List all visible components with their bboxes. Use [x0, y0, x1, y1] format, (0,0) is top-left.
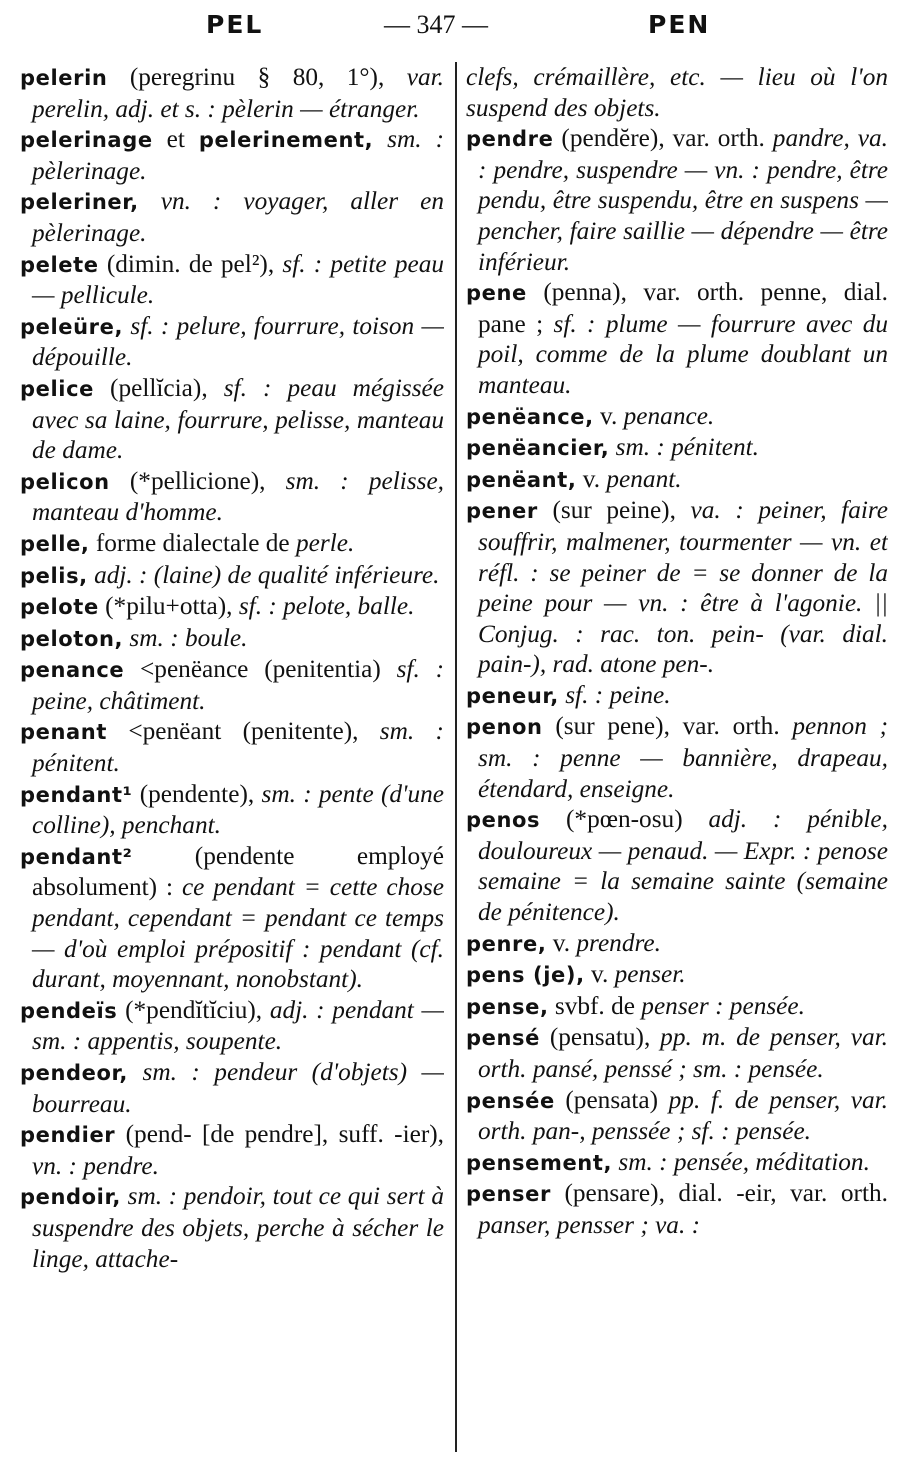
entry-headword: penëancier, [466, 436, 610, 461]
dictionary-entry [466, 959, 888, 991]
entry-etymology: forme dialectale de [89, 528, 296, 557]
entry-definition: pennon ; sm. : penne — bannière, drapeau, étendard, enseigne. [478, 712, 888, 803]
entry-etymology: <penëance (penitentia) [124, 655, 381, 684]
entry-definition: vn. : voyager, aller en pèlerinage. [32, 187, 444, 247]
entry-etymology: (pensatu), [539, 1023, 651, 1052]
entry-definition: sf. : plume — fourrure avec du poil, comme de la plume doublant un manteau. [478, 309, 888, 399]
dictionary-entry [466, 401, 888, 433]
entry-etymology: (pendĕre), var. orth. [553, 124, 765, 153]
entry-headword: penser [466, 1182, 551, 1207]
dictionary-entry [20, 779, 444, 841]
entry-definition: penant. [606, 464, 682, 493]
entry-definition: sm. : pendeur (d'objets) — bourreau. [32, 1058, 444, 1118]
dictionary-entry [20, 841, 444, 995]
entry-headword: peleriner, [20, 190, 139, 215]
entry-headword: pelete [20, 252, 99, 277]
entry-headword: pelice [20, 376, 94, 401]
entry-headword: pendier [20, 1123, 116, 1148]
entry-definition: penser : pensée. [641, 991, 805, 1020]
entry-definition: adj. : pénible, douloureux — penaud. — Expr. : penose semaine = la semaine sainte (semaine de pénitence). [478, 805, 888, 927]
entry-headword: peleüre, [20, 314, 124, 339]
entry-headword: pendeïs [20, 998, 118, 1023]
entry-definition: sm. : pénitent. [609, 433, 759, 462]
entry-definition: ce pendant = cette chose pendant, cependant = pendant ce temps — d'où emploi prépositif : pendant (cf. durant, moyennant, nonobstant). [32, 873, 444, 994]
entry-etymology: v. [593, 401, 624, 430]
entry-definition: sf. : peine. [558, 680, 671, 709]
entry-etymology: v. [584, 960, 615, 989]
entry-etymology: v. [576, 464, 607, 493]
entry-etymology: (pensare), dial. -eir, var. orth. [550, 1179, 888, 1208]
dictionary-entry [20, 528, 444, 560]
entry-etymology: (*pellicione), [109, 466, 266, 495]
left-column [20, 62, 444, 1470]
entry-etymology: (*pœn-osu) [540, 805, 683, 834]
dictionary-entry [20, 311, 444, 373]
entry-etymology: <penëant (penitente), [107, 717, 359, 746]
entry-definition: var. perelin, adj. et s. : pèlerin — étranger. [32, 63, 444, 123]
entry-definition: panser, pensser ; va. : [478, 1210, 701, 1239]
continued-definition: clefs, crémaillère, etc. — lieu où l'on suspend des objets. [466, 63, 888, 122]
entry-headword: pendant¹ [20, 782, 133, 807]
entry-definition: penance. [623, 401, 715, 430]
dictionary-entry [466, 495, 888, 680]
column-divider [455, 62, 457, 1452]
dictionary-entry [20, 591, 444, 623]
entry-definition: sf. : peau mégissée avec sa laine, fourrure, pelisse, manteau de dame. [32, 373, 444, 465]
entry-definition: adj. : pendant — sm. : appentis, soupente. [32, 995, 444, 1056]
entry-etymology: (pend- [de pendre], suff. -ier), [115, 1120, 444, 1149]
entry-headword: pensée [466, 1088, 555, 1113]
dictionary-entry [20, 995, 444, 1057]
entry-definition: sm. : pénitent. [32, 717, 444, 778]
dictionary-entry [20, 1057, 444, 1119]
entry-definition: adj. : (laine) de qualité inférieure. [87, 560, 440, 589]
entry-headword: pens (je), [466, 963, 585, 988]
dictionary-entry [20, 654, 444, 716]
dictionary-entry [20, 1181, 444, 1274]
dictionary-entry [20, 373, 444, 466]
dictionary-entry [466, 804, 888, 927]
entry-headword: pendoir, [20, 1185, 121, 1210]
entry-headword: pelerin [20, 66, 108, 90]
dictionary-entry [466, 991, 888, 1023]
entry-definition: penser. [614, 960, 686, 989]
entry-definition: pp. m. de penser, var. orth. pansé, penssé ; sm. : pensée. [478, 1023, 888, 1083]
entry-headword: penon [466, 715, 543, 740]
right-column [466, 62, 888, 1470]
dictionary-entry [466, 1085, 888, 1147]
dictionary-entry [466, 1178, 888, 1240]
dictionary-entry [466, 1147, 888, 1179]
dictionary-entry [20, 1119, 444, 1181]
entry-definition: sf. : peine, châtiment. [32, 655, 444, 715]
entry-headword: pener [466, 499, 538, 524]
dictionary-entry [20, 186, 444, 248]
entry-definition: pp. f. de penser, var. orth. pan-, penssée ; sf. : pensée. [478, 1085, 888, 1146]
entry-headword: penant [20, 720, 107, 745]
dictionary-entry [20, 623, 444, 655]
dictionary-entry [466, 464, 888, 496]
entry-definition: sf. : pelure, fourrure, toison — dépouille. [32, 311, 444, 372]
entry-headword: pendeor, [20, 1061, 128, 1085]
entry-headword: penëance, [466, 404, 594, 429]
dictionary-entry [466, 123, 888, 277]
entry-headword: pelle, [20, 531, 90, 556]
entry-definition: va. : peiner, faire souffrir, malmener, tourmenter — vn. et réfl. : se peiner de = se donner de la peine pour — vn. : être à l'agonie. || Conjug. : rac. ton. pein- (var. dial. pain-), rad. atone pen-. [478, 496, 888, 679]
entry-headword: peloton, [20, 626, 124, 651]
entry-headword: pelis, [20, 563, 88, 588]
entry-etymology: et [152, 125, 199, 154]
entry-etymology: v. [546, 928, 577, 957]
page-header [0, 6, 906, 46]
page-number: — 347 — [384, 10, 488, 39]
entry-definition: sf. : pelote, balle. [232, 592, 415, 621]
dictionary-entry [466, 711, 888, 804]
entry-etymology: svbf. de [548, 991, 642, 1020]
dictionary-entry [20, 249, 444, 311]
dictionary-entry [466, 928, 888, 960]
entry-etymology: (pensata) [554, 1085, 659, 1114]
entry-etymology: (sur peine), [537, 496, 676, 525]
dictionary-entry [466, 680, 888, 712]
entry-headword: penre, [466, 931, 547, 956]
entry-etymology: (sur pene), var. orth. [542, 712, 780, 741]
entry-definition: sm. : pendoir, tout ce qui sert à suspendre des objets, perche à sécher le linge, attache- [32, 1182, 444, 1273]
entry-etymology: (*pilu+otta), [98, 592, 233, 621]
entry-definition: pandre, va. : pendre, suspendre — vn. : pendre, être pendu, être suspendu, être en suspens — pencher, faire saillie — dépendre — être inférieur. [478, 124, 888, 276]
entry-headword: penëant, [466, 467, 577, 492]
entry-headword: pendant² [20, 844, 133, 869]
dictionary-entry [20, 560, 444, 592]
entry-headword: pene [466, 281, 527, 306]
entry-headword: pelicon [20, 469, 110, 494]
entry-headword: pelerinage [20, 128, 153, 153]
entry-etymology: (peregrinu § 80, 1°), [107, 63, 385, 91]
dictionary-entry [466, 432, 888, 464]
entry-definition: sf. : petite peau — pellicule. [32, 249, 444, 310]
dictionary-entry [20, 466, 444, 528]
header-left-guideword: PEL [206, 10, 264, 39]
dictionary-entry [466, 277, 888, 400]
entry-definition: sm. : boule. [123, 623, 248, 652]
entry-headword-variant: pelerinement, [198, 128, 374, 153]
entry-etymology: (dimin. de pel²), [98, 249, 275, 278]
entry-headword: pense, [466, 994, 549, 1019]
dictionary-entry [20, 716, 444, 778]
dictionary-entry [466, 1022, 888, 1084]
entry-definition: sm. : pelisse, manteau d'homme. [32, 466, 444, 527]
entry-etymology: (pendente), [132, 779, 255, 808]
entry-definition: perle. [295, 528, 355, 557]
entry-definition: sm. : pente (d'une colline), penchant. [32, 779, 444, 840]
entry-definition: vn. : pendre. [32, 1151, 159, 1180]
entry-definition: sm. : pèlerinage. [32, 125, 444, 185]
dictionary-entry [20, 124, 444, 186]
entry-headword: penance [20, 658, 125, 683]
entry-definition: sm. : pensée, méditation. [612, 1147, 870, 1176]
entry-definition: prendre. [576, 928, 661, 957]
dictionary-entry [20, 62, 444, 124]
entry-etymology: (pendente employé absolument) : [32, 841, 444, 902]
entry-headword: peneur, [466, 683, 559, 708]
entry-etymology: (*pendĭtĭciu), [117, 995, 263, 1024]
entry-headword: pendre [466, 127, 554, 152]
entry-etymology: (penna), var. orth. penne, dial. pane ; [478, 278, 888, 338]
entry-etymology: (pellĭcia), [93, 373, 208, 402]
entry-headword: pensé [466, 1026, 540, 1051]
entry-headword: pensement, [466, 1150, 613, 1175]
entry-headword: penos [466, 808, 541, 833]
header-right-guideword: PEN [648, 10, 711, 39]
entry-headword: pelote [20, 595, 99, 620]
